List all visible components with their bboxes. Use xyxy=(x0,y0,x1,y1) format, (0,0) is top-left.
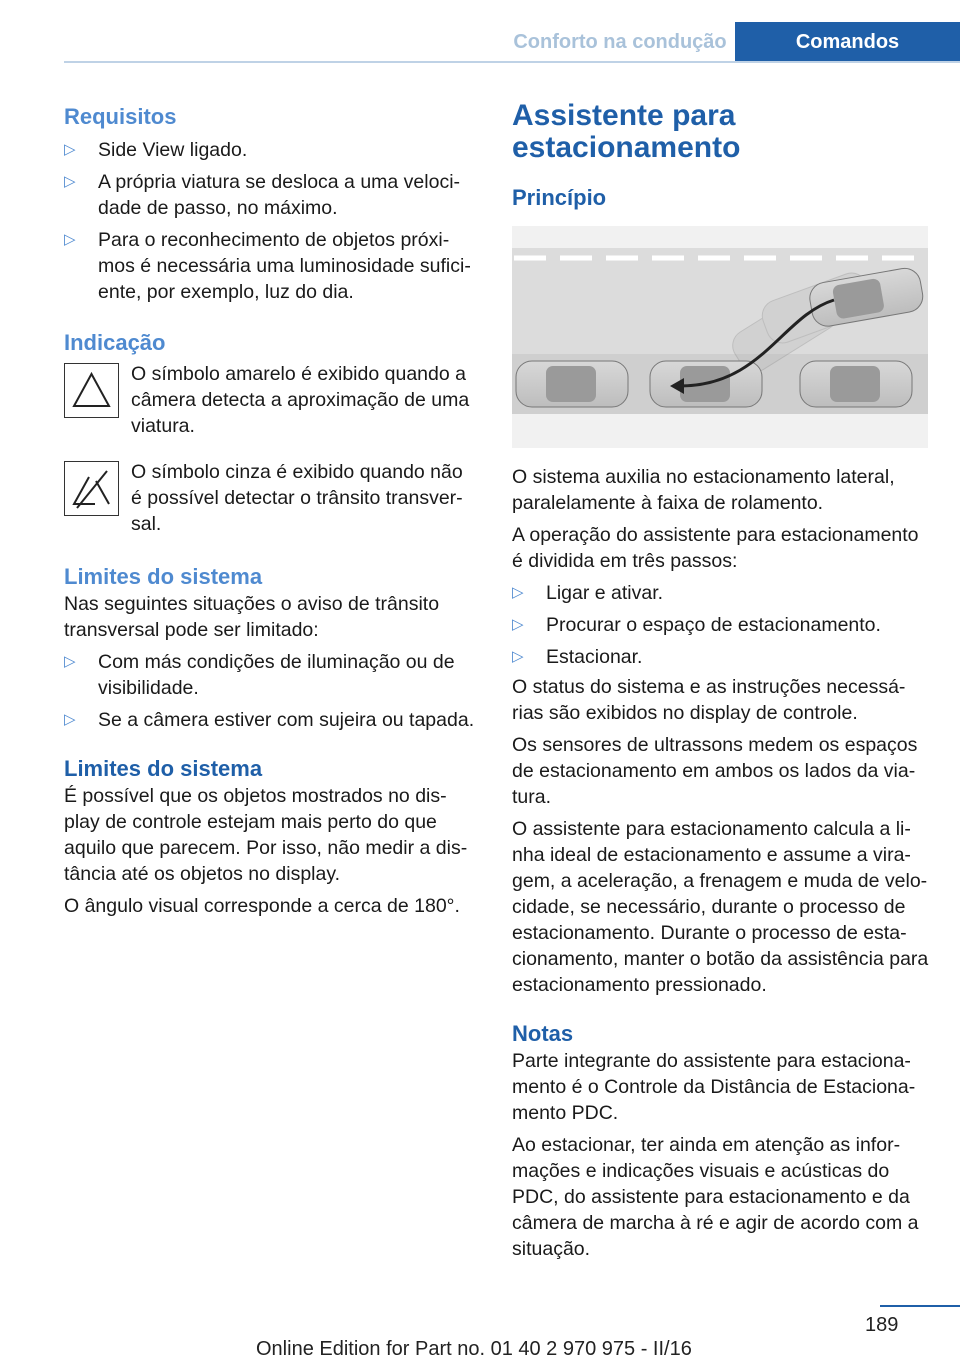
list-item: ▷ Para o reconhecimento de objetos próxi‐mos é necessária uma luminosidade sufici‐ente, por exemplo, luz do dia. xyxy=(64,227,476,305)
list-item: ▷ Procurar o espaço de estacionamento. xyxy=(512,612,930,638)
list-item: ▷ Estacionar. xyxy=(512,644,930,670)
left-column xyxy=(64,100,476,919)
requisitos-heading: Requisitos xyxy=(64,104,177,129)
note-yellow-symbol xyxy=(64,361,476,439)
notas-paragraph: Ao estacionar, ter ainda em atenção as infor‐mações e indicações visuais e acústicas do PDC, do assistente para estacionamento e da câmera de marcha à ré e agir de acordo com a situação. xyxy=(512,1134,919,1260)
limites-paragraph: É possível que os objetos mostrados no dis‐play de controle estejam mais perto do que aquilo que parecem. Por isso, não medir a dis‐tância até os objetos no display. xyxy=(64,785,468,885)
principio-paragraph: A operação do assistente para estacionamento é dividida em três passos: xyxy=(512,524,919,572)
steps-list xyxy=(512,580,930,670)
limites-list xyxy=(64,649,476,733)
list-item: ▷ Ligar e ativar. xyxy=(512,580,930,606)
parallel-parking-illustration xyxy=(512,226,928,448)
list-item: ▷ Se a câmera estiver com sujeira ou tapada. xyxy=(64,707,476,733)
list-item: ▷ Side View ligado. xyxy=(64,137,476,163)
header-divider xyxy=(64,61,960,63)
principio-paragraph: Os sensores de ultrassons medem os espaços de estacionamento em ambos os lados da via‐tura. xyxy=(512,734,918,808)
indicacao-heading: Indicação xyxy=(64,330,166,355)
chapter-tab: Comandos xyxy=(735,22,960,62)
right-column xyxy=(512,100,930,1262)
warning-triangle-icon xyxy=(64,363,119,418)
principio-heading: Princípio xyxy=(512,185,607,210)
limites-heading-2: Limites do sistema xyxy=(64,756,263,781)
edition-text: Online Edition for Part no. 01 40 2 970 975 - II/16 xyxy=(256,1338,692,1360)
section-title: Conforto na condução xyxy=(513,30,727,53)
limites-intro: Nas seguintes situações o aviso de trânsito transversal pode ser limitado: xyxy=(64,593,440,641)
limites-paragraph: O ângulo visual corresponde a cerca de 180°. xyxy=(64,895,460,917)
page-number: 189 xyxy=(865,1314,899,1336)
list-item: ▷ A própria viatura se desloca a uma veloci‐dade de passo, no máximo. xyxy=(64,169,476,221)
limites-heading: Limites do sistema xyxy=(64,564,263,589)
footer-divider xyxy=(880,1305,960,1307)
notas-heading: Notas xyxy=(512,1021,574,1046)
requisitos-list xyxy=(64,137,476,305)
section-heading: Assistente para estacionamento xyxy=(512,99,741,164)
principio-paragraph: O sistema auxilia no estacionamento lateral, paralelamente à faixa de rolamento. xyxy=(512,466,895,514)
note-grey-symbol xyxy=(64,459,476,537)
notas-paragraph: Parte integrante do assistente para estaciona‐mento é o Controle da Distância de Estaciona‐mento PDC. xyxy=(512,1050,916,1124)
warning-triangle-crossed-icon xyxy=(64,461,119,516)
principio-paragraph: O assistente para estacionamento calcula a li‐nha ideal de estacionamento e assume a vira‐gem, a aceleração, a frenagem e muda de velo‐cidade, se necessário, durante o processo de estacionamento. Durante o processo de esta‐cionamento, manter o botão da assistência para estacionamento pressionado. xyxy=(512,818,929,996)
page-header xyxy=(505,22,960,62)
note-text: O símbolo cinza é exibido quando não é possível detectar o trânsito transver‐sal. xyxy=(131,461,463,535)
note-text: O símbolo amarelo é exibido quando a câmera detecta a aproximação de uma viatura. xyxy=(131,363,470,437)
principio-paragraph: O status do sistema e as instruções necessá‐rias são exibidos no display de controle. xyxy=(512,676,906,724)
list-item: ▷ Com más condições de iluminação ou de visibilidade. xyxy=(64,649,476,701)
